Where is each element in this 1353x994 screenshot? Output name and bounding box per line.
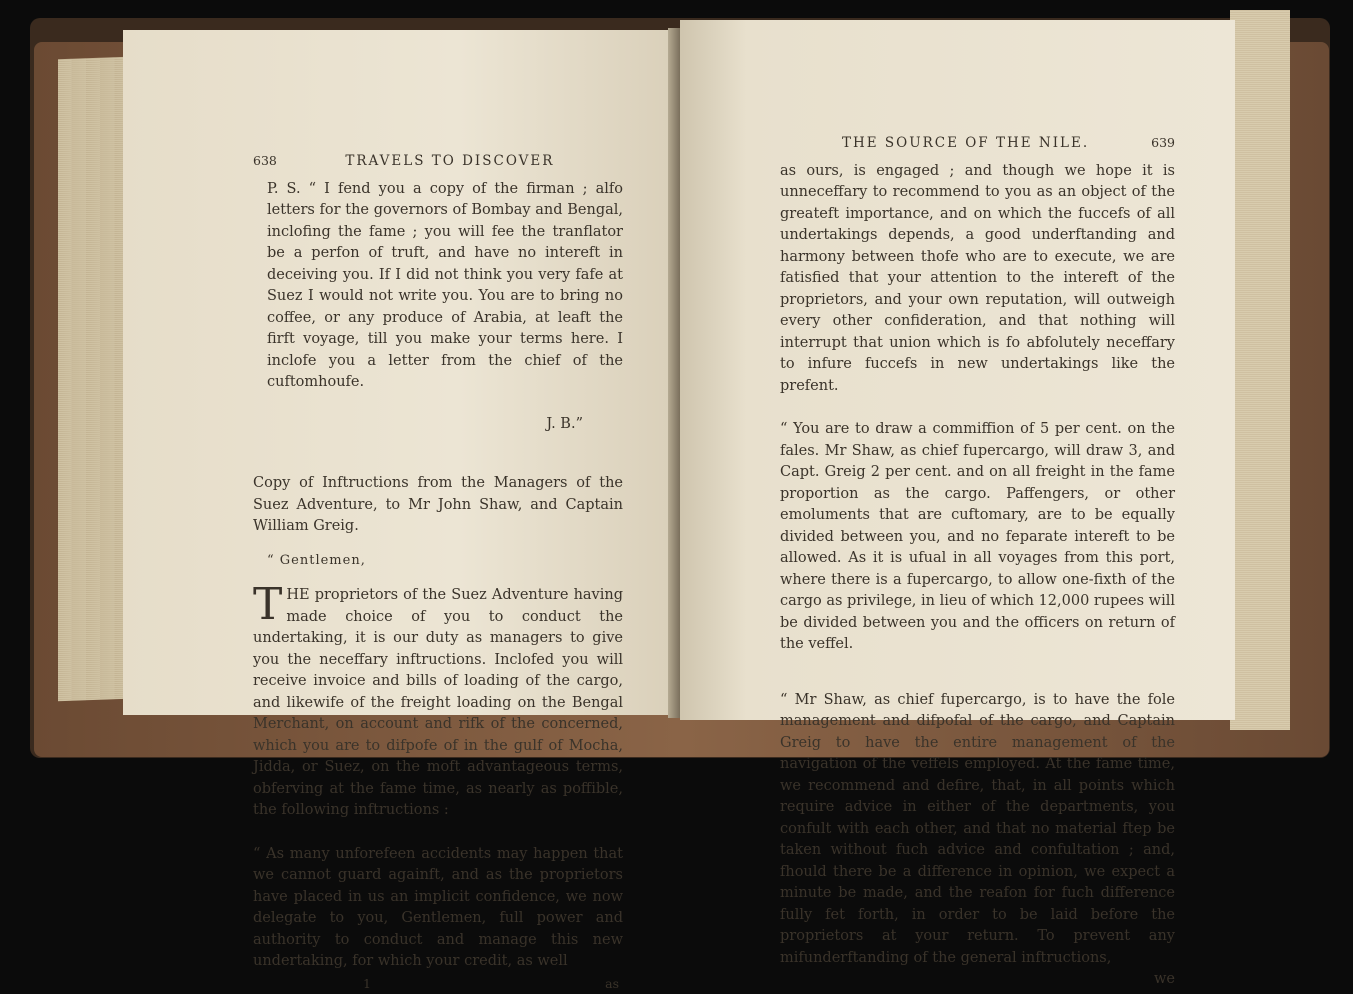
right-paragraph-1: as ours, is engaged ; and though we hope it is unneceffary to recommend to you as an object of the greateft importance, and on which the fuccefs of all undertakings depends, a good underftanding and harmony between thofe who are to execute, we are fatisfied that your attention to the intereft of the proprietors, and your own reputation, will outweigh every other confideration, and that nothing will interrupt that union which is fo abfolutely neceffary to infure fuccefs in new undertakings like the prefent. [780,161,1175,398]
signature: J. B.” [253,414,583,436]
copy-heading: Copy of Inftructions from the Managers of the Suez Adventure, to Mr John Shaw, and Captain William Greig. [253,473,623,538]
left-running-head [253,150,623,173]
right-page-number: 639 [1151,132,1175,154]
drop-cap: T [253,587,282,623]
left-page [123,30,683,715]
left-catchword: as [605,973,619,994]
postscript-paragraph: P. S. “ I fend you a copy of the firman ; alfo letters for the governors of Bombay and Bengal, inclofing the fame ; you will fee the tranflator be a perfon of truft, and have no intereft in deceiving you. If I did not think you very fafe at Suez I would not write you. You are to bring no coffee, or any produce of Arabia, at leaft the firft voyage, till you make your terms here. I inclofe you a letter from the chief of the cuftomhoufe. [253,179,623,394]
main-paragraph [253,585,623,822]
signature-mark: 1 [363,973,371,994]
salutation: “ Gentlemen, [253,550,623,572]
left-page-footer [253,973,623,994]
left-page-number: 638 [253,150,277,172]
right-page [680,20,1235,720]
left-running-title: TRAVELS TO DISCOVER [345,151,554,173]
right-running-head [780,132,1175,155]
right-catchword: we [780,969,1175,991]
right-running-title: THE SOURCE OF THE NILE. [842,133,1089,155]
right-paragraph-3: “ Mr Shaw, as chief fupercargo, is to have the fole management and difpofal of the cargo, and Captain Greig to have the entire management of the navigation of the veffels employed. At the fame time, we recommend and defire, that, in all points which require advice in either of the departments, you confult with each other, and that no material ftep be taken without fuch advice and confultation ; and, fhould there be a difference in opinion, we expect a minute be made, and the reafon for fuch difference fully fet forth, in order to be laid before the proprietors at your return. To prevent any mifunderftanding of the general inftructions, [780,690,1175,970]
right-paragraph-2: “ You are to draw a commiffion of 5 per cent. on the fales. Mr Shaw, as chief fupercargo, will draw 3, and Capt. Greig 2 per cent. and on all freight in the fame proportion as the cargo. Paffengers, or other emoluments that are cuftomary, are to be equally divided between you, and no feparate intereft to be allowed. As it is ufual in all voyages from this port, where there is a fupercargo, to allow one-fixth of the cargo as privilege, in lieu of which 12,000 rupees will be divided between you and the officers on return of the veffel. [780,419,1175,656]
right-page-edges [1230,10,1290,730]
as-many-paragraph: “ As many unforefeen accidents may happen that we cannot guard againft, and as the proprietors have placed in us an implicit confidence, we now delegate to you, Gentlemen, full power and authority to conduct and manage this new undertaking, for which your credit, as well [253,844,623,973]
main-paragraph-text: HE proprietors of the Suez Adventure having made choice of you to conduct the undertaking, it is our duty as managers to give you the neceffary inftructions. Inclofed you will receive invoice and bills of loading of the cargo, and likewife of the freight loading on the Bengal Merchant, on account and rifk of the concerned, which you are to difpofe of in the gulf of Mocha, Jidda, or Suez, on the moft advantageous terms, obferving at the fame time, as nearly as poffible, the following inftructions : [253,587,623,818]
left-page-edges [58,57,128,701]
